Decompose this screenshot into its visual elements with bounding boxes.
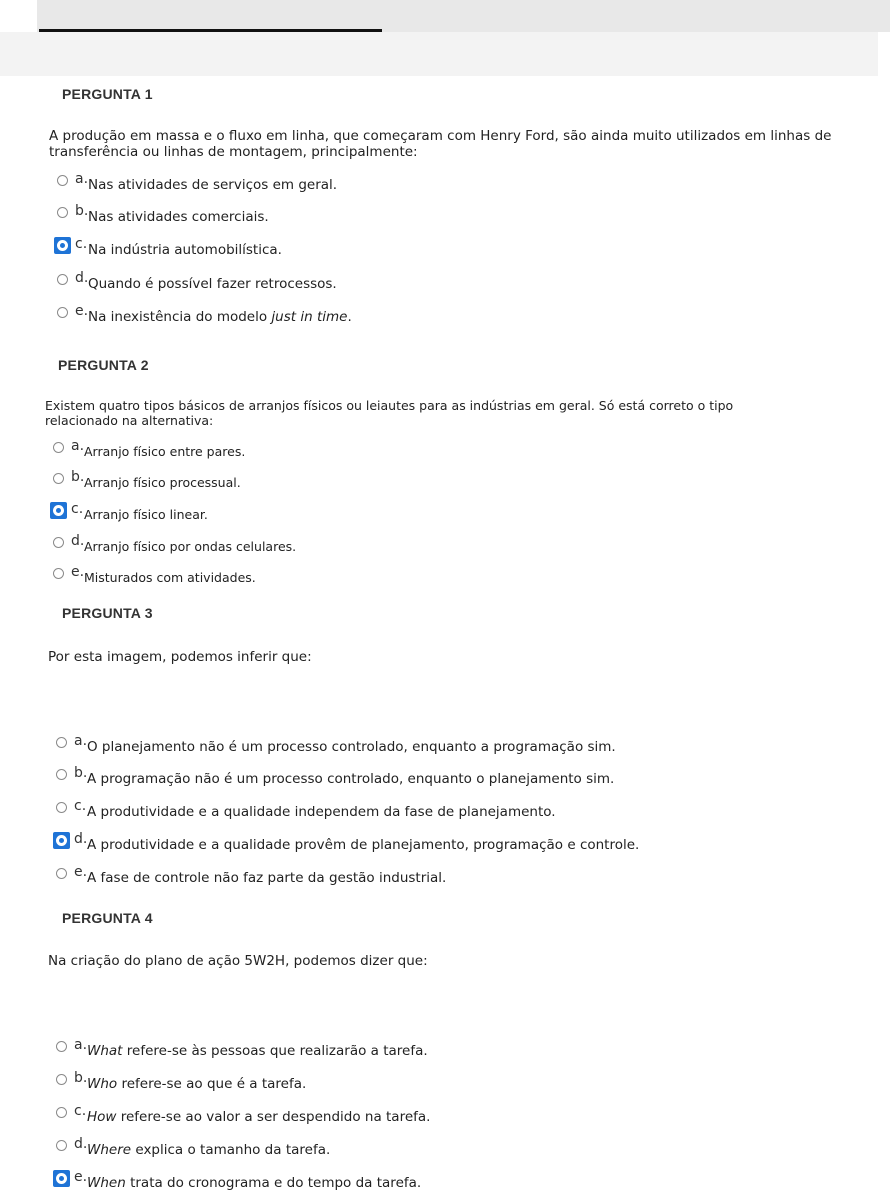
- option-text-italic: When: [87, 1175, 126, 1191]
- option-letter: c.: [75, 236, 88, 252]
- option-letter: d.: [75, 270, 89, 286]
- option-text: A produtividade e a qualidade provêm de planejamento, programação e controle.: [87, 837, 640, 853]
- option-text-main: refere-se às pessoas que realizarão a tarefa.: [122, 1043, 428, 1059]
- option-text: [87, 1175, 421, 1191]
- option-text: [88, 309, 352, 325]
- option-letter: b.: [71, 469, 85, 485]
- option-text: Na indústria automobilística.: [88, 242, 282, 258]
- option-letter: e.: [75, 303, 89, 319]
- option-letter: b.: [74, 1070, 88, 1086]
- radio-button[interactable]: [53, 473, 64, 484]
- option-letter: e.: [74, 864, 88, 880]
- question-3-title: PERGUNTA 3: [62, 605, 153, 621]
- radio-button[interactable]: [56, 1140, 67, 1151]
- option-letter: d.: [71, 533, 85, 549]
- option-text-italic: just in time: [271, 309, 348, 325]
- radio-button[interactable]: [56, 1074, 67, 1085]
- radio-button[interactable]: [57, 175, 68, 186]
- radio-button[interactable]: [56, 868, 67, 879]
- option-text-main: refere-se ao valor a ser despendido na tarefa.: [116, 1109, 431, 1125]
- question-1-text: A produção em massa e o fluxo em linha, que começaram com Henry Ford, são ainda muito utilizados em linhas de transferência ou linhas de montagem, principalmente:: [49, 128, 832, 160]
- option-letter: a.: [71, 438, 85, 454]
- option-text-italic: Where: [87, 1142, 132, 1158]
- option-text: Arranjo físico por ondas celulares.: [84, 539, 297, 554]
- radio-button[interactable]: [56, 769, 67, 780]
- option-text: [87, 1142, 330, 1158]
- radio-button[interactable]: [56, 802, 67, 813]
- radio-button[interactable]: [53, 537, 64, 548]
- option-text: [87, 1109, 430, 1125]
- option-text-italic: What: [87, 1043, 123, 1059]
- radio-button[interactable]: [56, 1107, 67, 1118]
- option-letter: a.: [74, 733, 88, 749]
- option-text-main: refere-se ao que é a tarefa.: [117, 1076, 307, 1092]
- option-text: A produtividade e a qualidade independem da fase de planejamento.: [87, 804, 556, 820]
- option-text: Quando é possível fazer retrocessos.: [88, 276, 337, 292]
- option-text: [87, 1043, 428, 1059]
- option-text: Nas atividades de serviços em geral.: [88, 177, 338, 193]
- question-4-text: Na criação do plano de ação 5W2H, podemos dizer que:: [48, 953, 428, 969]
- question-2-text: Existem quatro tipos básicos de arranjos físicos ou leiautes para as indústrias em geral. Só está correto o tipo relacionado na alternativa:: [45, 398, 734, 428]
- radio-button[interactable]: [56, 1041, 67, 1052]
- question-3-text: Por esta imagem, podemos inferir que:: [48, 649, 312, 665]
- radio-button[interactable]: [53, 442, 64, 453]
- option-letter: e.: [74, 1169, 88, 1185]
- radio-button[interactable]: [57, 307, 68, 318]
- option-text: [87, 1076, 306, 1092]
- option-text: Arranjo físico processual.: [84, 475, 241, 490]
- top-band: [37, 0, 890, 32]
- question-1-title: PERGUNTA 1: [62, 86, 153, 102]
- option-text: A fase de controle não faz parte da gestão industrial.: [87, 870, 447, 886]
- option-letter: a.: [74, 1037, 88, 1053]
- option-text: Nas atividades comerciais.: [88, 209, 269, 225]
- option-letter: d.: [74, 1136, 88, 1152]
- radio-button[interactable]: [53, 568, 64, 579]
- option-text: Arranjo físico linear.: [84, 507, 208, 522]
- option-letter: c.: [74, 798, 87, 814]
- option-letter: d.: [74, 831, 88, 847]
- radio-button-selected[interactable]: [53, 1170, 70, 1187]
- option-text-main: explica o tamanho da tarefa.: [131, 1142, 331, 1158]
- option-letter: a.: [75, 171, 89, 187]
- option-letter: e.: [71, 564, 85, 580]
- radio-button-selected[interactable]: [53, 832, 70, 849]
- option-text: A programação não é um processo controlado, enquanto o planejamento sim.: [87, 771, 615, 787]
- question-2-title: PERGUNTA 2: [58, 357, 149, 373]
- option-text-main: Na inexistência do modelo: [88, 309, 272, 325]
- option-letter: b.: [75, 203, 89, 219]
- radio-button[interactable]: [57, 207, 68, 218]
- radio-button[interactable]: [56, 737, 67, 748]
- radio-button-selected[interactable]: [54, 237, 71, 254]
- radio-button-selected[interactable]: [50, 502, 67, 519]
- option-text-main: trata do cronograma e do tempo da tarefa.: [125, 1175, 422, 1191]
- option-letter: c.: [71, 501, 84, 517]
- option-letter: b.: [74, 765, 88, 781]
- radio-button[interactable]: [57, 274, 68, 285]
- sub-band: [0, 32, 878, 76]
- option-text: Misturados com atividades.: [84, 570, 256, 585]
- question-4-title: PERGUNTA 4: [62, 910, 153, 926]
- option-text: O planejamento não é um processo controlado, enquanto a programação sim.: [87, 739, 616, 755]
- option-text-italic: How: [87, 1109, 117, 1125]
- option-text: Arranjo físico entre pares.: [84, 444, 246, 459]
- option-text-italic: Who: [87, 1076, 118, 1092]
- option-text-end: .: [347, 309, 352, 325]
- option-letter: c.: [74, 1103, 87, 1119]
